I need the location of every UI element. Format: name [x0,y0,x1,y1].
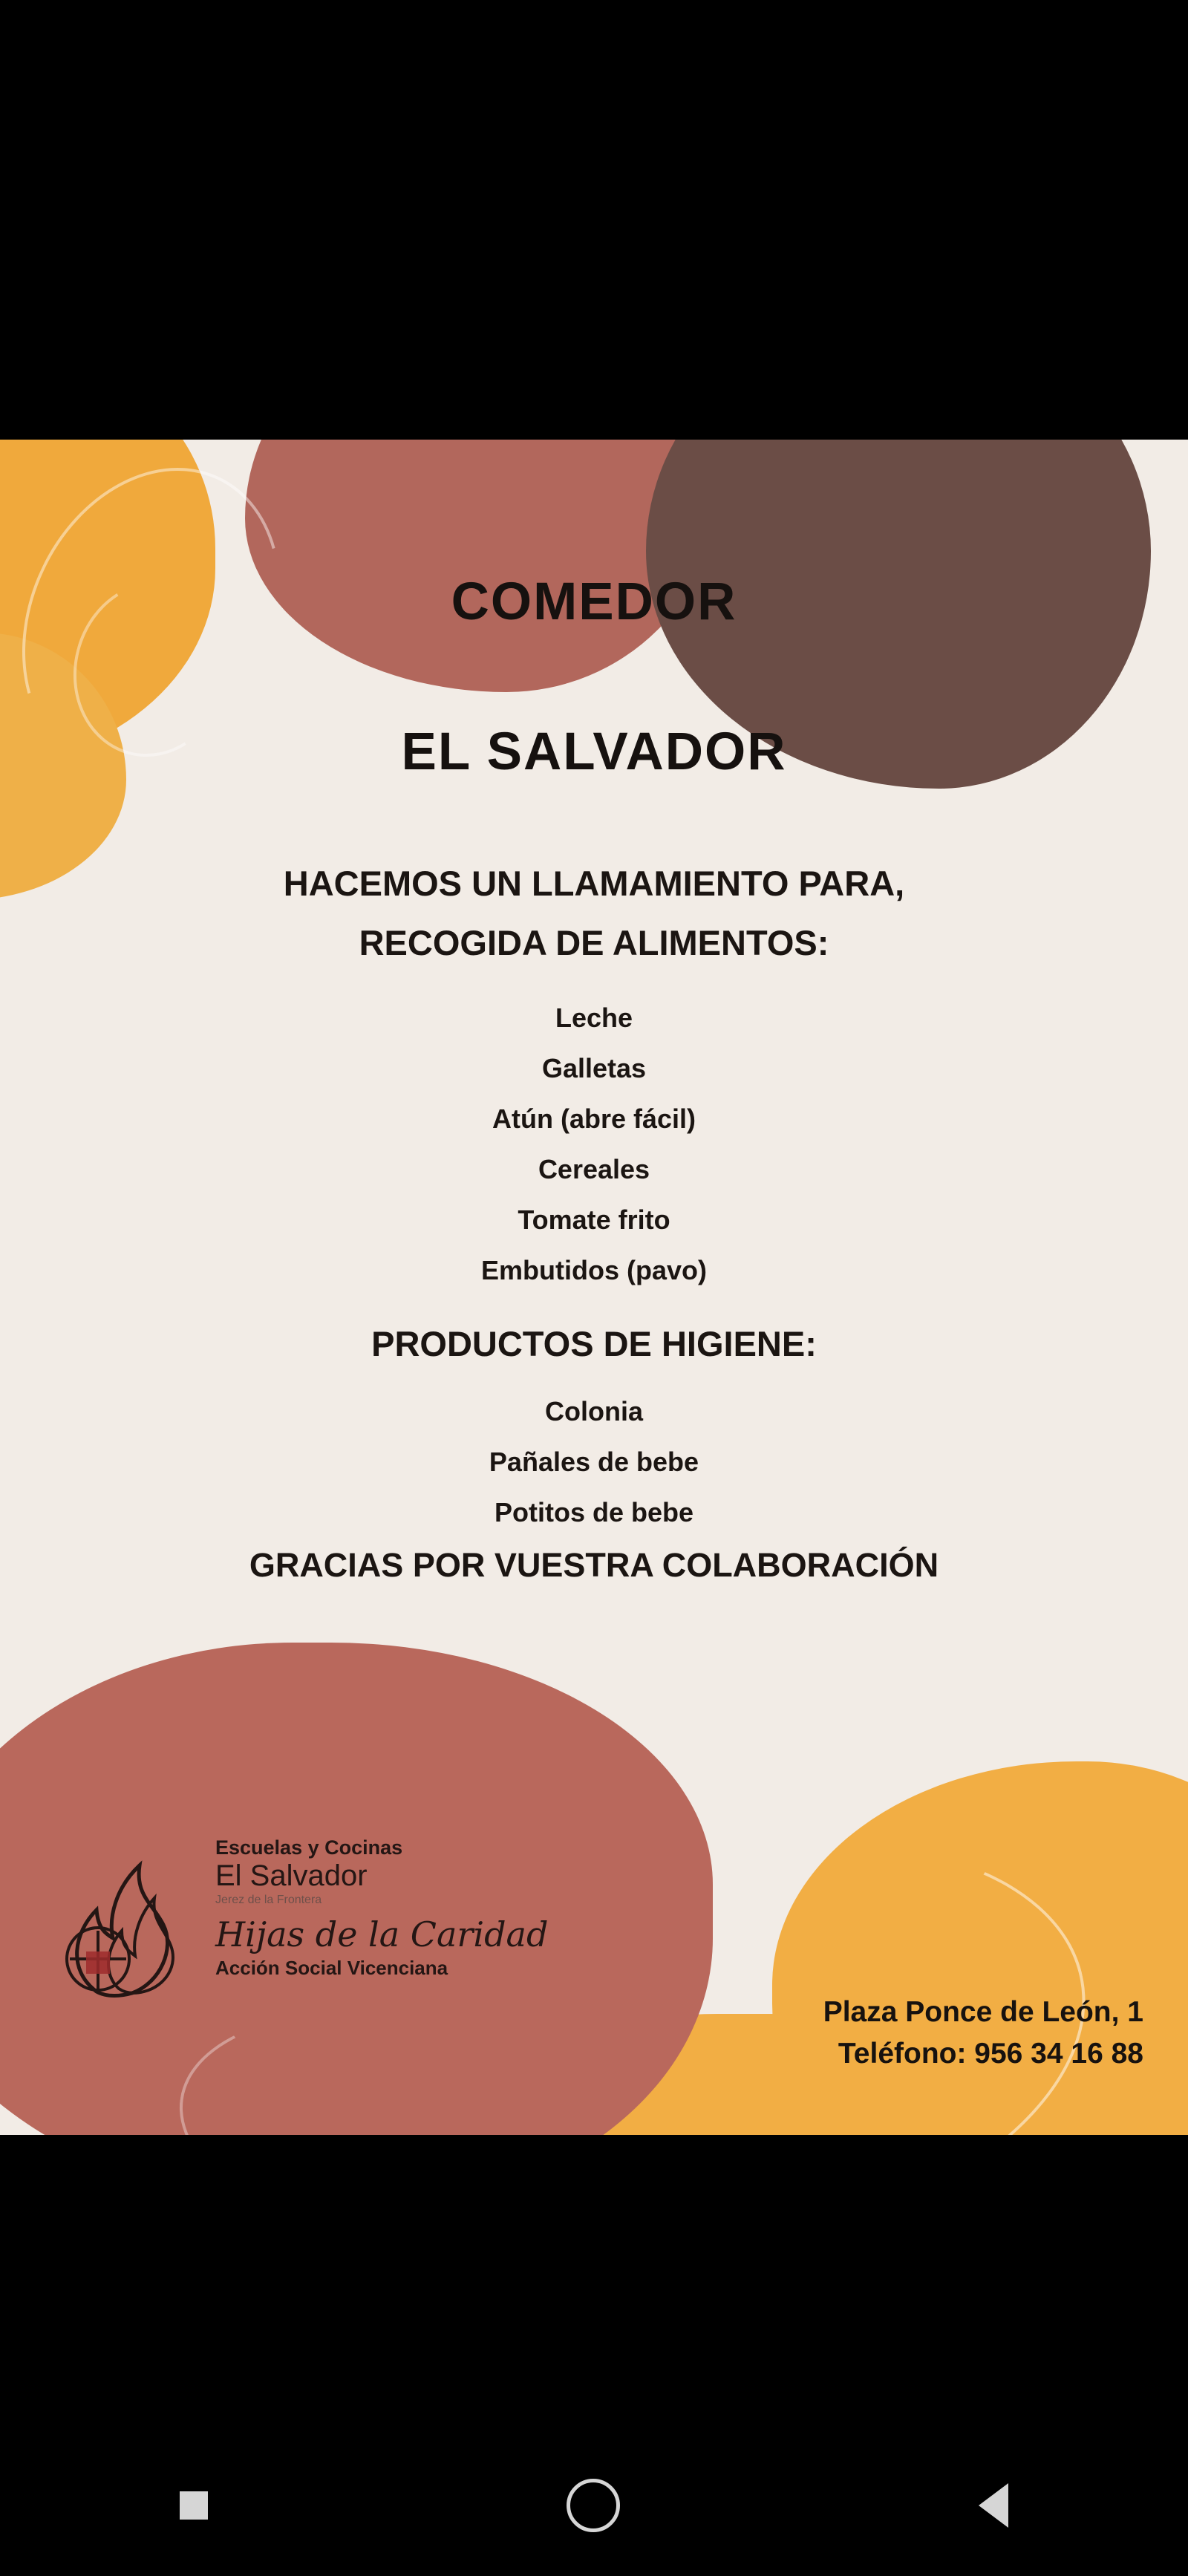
list-item: Galletas [541,1053,647,1083]
logo-line-1: Escuelas y Cocinas [215,1836,403,1859]
list-item: Potitos de bebe [494,1497,694,1527]
logo-line-3: Jerez de la Frontera [215,1894,322,1906]
list-item: Leche [555,1002,633,1033]
poster-content [0,440,1188,2135]
contact-info [535,1992,1143,2075]
flame-cross-icon [45,1843,208,2006]
call-to-action-line-1: HACEMOS UN LLAMAMIENTO PARA, [283,864,905,903]
logo-line-2: El Salvador [215,1859,368,1892]
list-item: Tomate frito [518,1204,670,1235]
android-navigation-bar [0,2435,1188,2576]
thanks-message: GRACIAS POR VUESTRA COLABORACIÓN [249,1546,939,1584]
poster-title-line-1: COMEDOR [451,573,737,631]
call-to-action-line-2: RECOGIDA DE ALIMENTOS: [359,923,829,962]
logo-line-4: Acción Social Vicenciana [215,1957,448,1979]
poster-image [0,440,1188,2135]
address-phone: Teléfono: 956 34 16 88 [838,2038,1143,2070]
list-item: Atún (abre fácil) [492,1103,696,1134]
logo-text-block [215,1836,616,1980]
hygiene-section-heading: PRODUCTOS DE HIGIENE: [371,1324,817,1363]
back-triangle-icon[interactable] [979,2483,1008,2528]
hygiene-items-list [0,1386,1188,1538]
poster-title-line-2: EL SALVADOR [401,723,787,781]
recents-square-icon[interactable] [180,2491,208,2520]
food-items-list [0,993,1188,1296]
list-item: Colonia [545,1396,643,1426]
list-item: Pañales de bebe [489,1447,699,1477]
home-circle-icon[interactable] [567,2479,620,2532]
logo-script-line: Hijas de la Caridad [215,1914,549,1954]
list-item: Cereales [538,1154,650,1184]
address-street: Plaza Ponce de León, 1 [823,1996,1143,2028]
list-item: Embutidos (pavo) [481,1255,707,1285]
